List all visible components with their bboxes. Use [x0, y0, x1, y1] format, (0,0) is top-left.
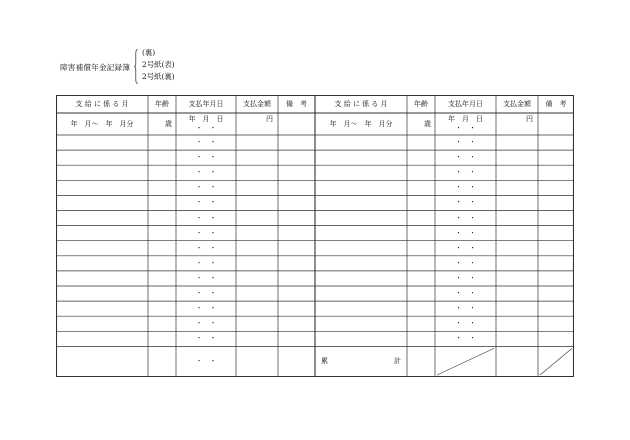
left-first-row-date-units: 年 月 日 [188, 114, 224, 123]
left-header-remarks: 備 考 [286, 99, 307, 108]
right-row-date-dots: ・ ・ [455, 258, 476, 267]
total-label-left: 累 [321, 357, 328, 366]
total-label-right: 計 [394, 357, 401, 366]
left-row-date-dots: ・ ・ [195, 168, 217, 177]
right-row-date-dots: ・ ・ [455, 153, 476, 162]
right-header-paid-date: 支払年月日 [448, 99, 483, 108]
left-row-date-dots: ・ ・ [195, 153, 217, 162]
right-row-date-dots: ・ ・ [455, 243, 476, 252]
left-first-row-yen-unit: 円 [266, 114, 273, 123]
left-row-date-dots: ・ ・ [195, 258, 217, 267]
left-row-date-dots: ・ ・ [195, 228, 217, 237]
right-header-amount: 支払金額 [503, 99, 531, 108]
form-variant-sheet2-front: 2号紙(表) [142, 60, 175, 69]
left-row-date-dots: ・ ・ [195, 304, 217, 313]
left-row-date-dots: ・ ・ [195, 289, 217, 298]
left-row-date-dots: ・ ・ [195, 213, 217, 222]
left-row-date-dots: ・ ・ [195, 273, 217, 282]
left-header-amount: 支払金額 [243, 99, 271, 108]
left-row-date-dots: ・ ・ [195, 243, 217, 252]
ledger-grid [56, 95, 574, 377]
right-header-remarks: 備 考 [545, 99, 567, 108]
form-variant-sheet2-back: 2号紙(裏) [142, 72, 175, 81]
left-header-paid-date: 支払年月日 [188, 99, 224, 108]
right-row-date-dots: ・ ・ [455, 289, 476, 298]
total-remarks-diagonal [540, 348, 572, 375]
left-row-date-dots: ・ ・ [195, 198, 217, 207]
right-row-date-dots: ・ ・ [455, 183, 476, 192]
right-row-date-dots: ・ ・ [455, 304, 476, 313]
right-first-row-period: 年 月～ 年 月分 [329, 119, 393, 128]
right-first-row-date-units: 年 月 日 [448, 114, 483, 123]
left-first-row-date-dots: ・ ・ [195, 123, 217, 132]
left-row-date-dots: ・ ・ [195, 183, 217, 192]
right-row-date-dots: ・ ・ [455, 334, 476, 343]
right-row-date-dots: ・ ・ [455, 319, 476, 328]
form-title-block [60, 47, 260, 89]
left-first-row-period: 年 月～ 年 月分 [70, 119, 134, 128]
left-row-date-dots: ・ ・ [195, 357, 217, 366]
left-header-period: 支 給 に 係 る 月 [75, 99, 129, 108]
right-row-date-dots: ・ ・ [455, 168, 476, 177]
left-row-date-dots: ・ ・ [195, 334, 217, 343]
left-row-date-dots: ・ ・ [195, 138, 217, 147]
right-row-date-dots: ・ ・ [455, 273, 476, 282]
total-date-diagonal [437, 348, 494, 375]
left-row-date-dots: ・ ・ [195, 319, 217, 328]
pension-ledger-table [56, 95, 574, 377]
right-first-row-yen-unit: 円 [526, 114, 533, 123]
right-first-row-age-unit: 歳 [424, 119, 431, 128]
form-variant-back: (裏) [142, 48, 156, 57]
right-row-date-dots: ・ ・ [455, 138, 476, 147]
right-header-period: 支 給 に 係 る 月 [334, 99, 388, 108]
right-row-date-dots: ・ ・ [455, 198, 476, 207]
right-header-age: 年齢 [414, 99, 428, 108]
left-first-row-age-unit: 歳 [165, 119, 172, 128]
right-first-row-date-dots: ・ ・ [455, 123, 476, 132]
brace-icon [134, 49, 138, 84]
right-row-date-dots: ・ ・ [455, 213, 476, 222]
form-title: 障害補償年金記録簿 [60, 63, 131, 72]
right-row-date-dots: ・ ・ [455, 228, 476, 237]
left-header-age: 年齢 [155, 99, 169, 108]
